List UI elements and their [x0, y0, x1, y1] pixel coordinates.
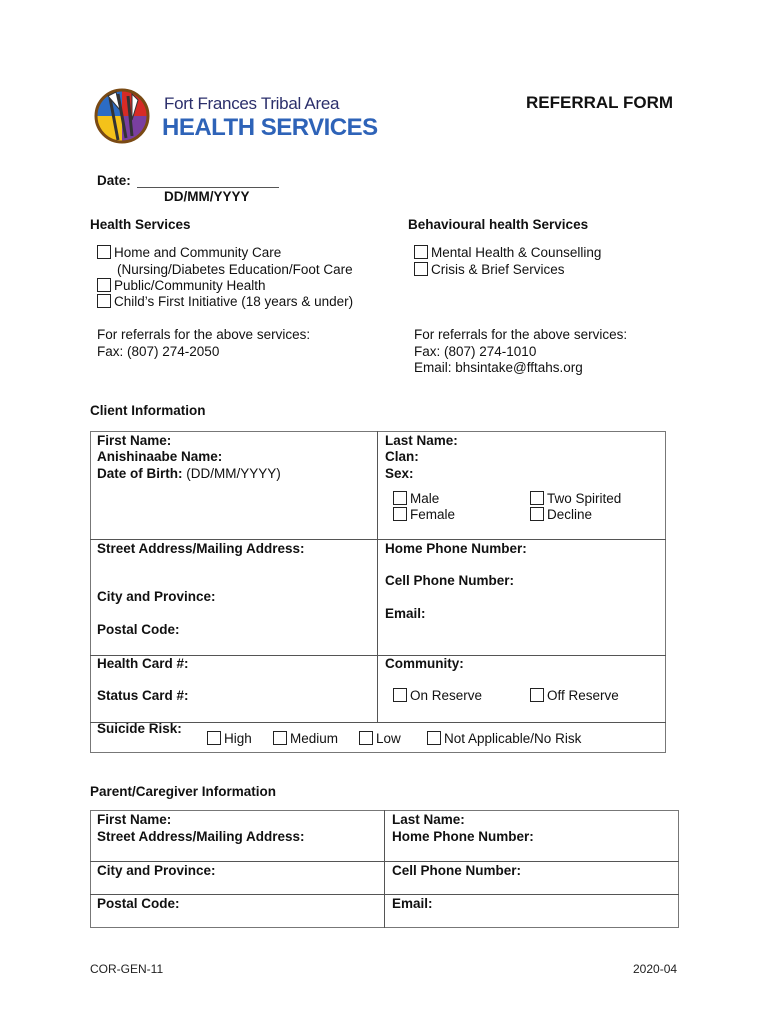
- date-input-line[interactable]: [137, 187, 279, 188]
- form-code: COR-GEN-11: [90, 962, 164, 976]
- checkbox[interactable]: [393, 491, 407, 505]
- parent-row-divider-1: [90, 861, 679, 862]
- checkbox[interactable]: [393, 688, 407, 702]
- org-name-line1: Fort Frances Tribal Area: [164, 94, 340, 113]
- parent-email-label[interactable]: Email:: [392, 896, 433, 911]
- checkbox[interactable]: [97, 294, 111, 308]
- health-option-public-health[interactable]: Public/Community Health: [97, 278, 266, 293]
- health-option-childs-first[interactable]: Child’s First Initiative (18 years & under): [97, 294, 353, 309]
- risk-option-medium[interactable]: Medium: [273, 731, 338, 746]
- behavioural-option-mental-health[interactable]: Mental Health & Counselling: [414, 245, 601, 260]
- suicide-risk-label: Suicide Risk:: [97, 721, 182, 736]
- client-cell-phone-label[interactable]: Cell Phone Number:: [385, 573, 515, 588]
- client-col-divider: [377, 431, 378, 723]
- checkbox[interactable]: [414, 262, 428, 276]
- community-option-on-reserve[interactable]: On Reserve: [393, 688, 482, 703]
- sex-option-female[interactable]: Female: [393, 507, 455, 522]
- sex-option-two-spirited[interactable]: Two Spirited: [530, 491, 621, 506]
- parent-cell-phone-label[interactable]: Cell Phone Number:: [392, 863, 522, 878]
- parent-col-divider: [384, 810, 385, 928]
- client-email-label[interactable]: Email:: [385, 606, 426, 621]
- checkbox[interactable]: [393, 507, 407, 521]
- medicine-wheel-logo-icon: [88, 80, 160, 152]
- checkbox[interactable]: [207, 731, 221, 745]
- parent-city-label[interactable]: City and Province:: [97, 863, 216, 878]
- client-street-label[interactable]: Street Address/Mailing Address:: [97, 541, 305, 556]
- checkbox[interactable]: [530, 491, 544, 505]
- checkbox[interactable]: [414, 245, 428, 259]
- checkbox[interactable]: [530, 507, 544, 521]
- checkbox[interactable]: [97, 278, 111, 292]
- checkbox[interactable]: [427, 731, 441, 745]
- client-first-name-label[interactable]: First Name:: [97, 433, 172, 448]
- checkbox[interactable]: [359, 731, 373, 745]
- health-option-home-care-detail: (Nursing/Diabetes Education/Foot Care: [117, 262, 353, 277]
- client-city-label[interactable]: City and Province:: [97, 589, 216, 604]
- behavioural-email: Email: bhsintake@fftahs.org: [414, 360, 583, 375]
- client-last-name-label[interactable]: Last Name:: [385, 433, 458, 448]
- client-anishinaabe-name-label[interactable]: Anishinaabe Name:: [97, 449, 223, 464]
- checkbox[interactable]: [530, 688, 544, 702]
- checkbox[interactable]: [273, 731, 287, 745]
- client-sex-label: Sex:: [385, 466, 414, 481]
- risk-option-low[interactable]: Low: [359, 731, 401, 746]
- sex-option-male[interactable]: Male: [393, 491, 439, 506]
- health-option-home-care[interactable]: Home and Community Care: [97, 245, 281, 260]
- client-info-heading: Client Information: [90, 403, 206, 418]
- client-status-card-label[interactable]: Status Card #:: [97, 688, 189, 703]
- date-format-hint: DD/MM/YYYY: [164, 189, 250, 204]
- risk-option-high[interactable]: High: [207, 731, 252, 746]
- client-community-label[interactable]: Community:: [385, 656, 464, 671]
- form-title: REFERRAL FORM: [526, 93, 674, 112]
- client-clan-label[interactable]: Clan:: [385, 449, 419, 464]
- behavioural-option-crisis[interactable]: Crisis & Brief Services: [414, 262, 565, 277]
- form-version: 2020-04: [633, 962, 678, 976]
- client-postal-label[interactable]: Postal Code:: [97, 622, 180, 637]
- checkbox[interactable]: [97, 245, 111, 259]
- client-row-divider-1: [90, 539, 666, 540]
- health-services-heading: Health Services: [90, 217, 191, 232]
- client-home-phone-label[interactable]: Home Phone Number:: [385, 541, 527, 556]
- client-health-card-label[interactable]: Health Card #:: [97, 656, 189, 671]
- health-referral-note: For referrals for the above services:: [97, 327, 311, 342]
- parent-first-name-label[interactable]: First Name:: [97, 812, 172, 827]
- client-dob-label: Date of Birth:: [97, 466, 183, 481]
- client-dob-format: (DD/MM/YYYY): [186, 466, 281, 481]
- health-fax: Fax: (807) 274-2050: [97, 344, 220, 359]
- behavioural-fax: Fax: (807) 274-1010: [414, 344, 537, 359]
- risk-option-not-applicable[interactable]: Not Applicable/No Risk: [427, 731, 581, 746]
- parent-info-heading: Parent/Caregiver Information: [90, 784, 277, 799]
- date-label: Date:: [97, 173, 131, 188]
- org-name-line2: HEALTH SERVICES: [162, 114, 378, 141]
- parent-row-divider-2: [90, 894, 679, 895]
- org-logo: [88, 80, 160, 152]
- sex-option-decline[interactable]: Decline: [530, 507, 592, 522]
- behavioural-services-heading: Behavioural health Services: [408, 217, 589, 232]
- community-option-off-reserve[interactable]: Off Reserve: [530, 688, 619, 703]
- parent-postal-label[interactable]: Postal Code:: [97, 896, 180, 911]
- parent-street-label[interactable]: Street Address/Mailing Address:: [97, 829, 305, 844]
- client-dob-field[interactable]: [97, 466, 281, 481]
- parent-last-name-label[interactable]: Last Name:: [392, 812, 465, 827]
- behavioural-referral-note: For referrals for the above services:: [414, 327, 628, 342]
- parent-home-phone-label[interactable]: Home Phone Number:: [392, 829, 534, 844]
